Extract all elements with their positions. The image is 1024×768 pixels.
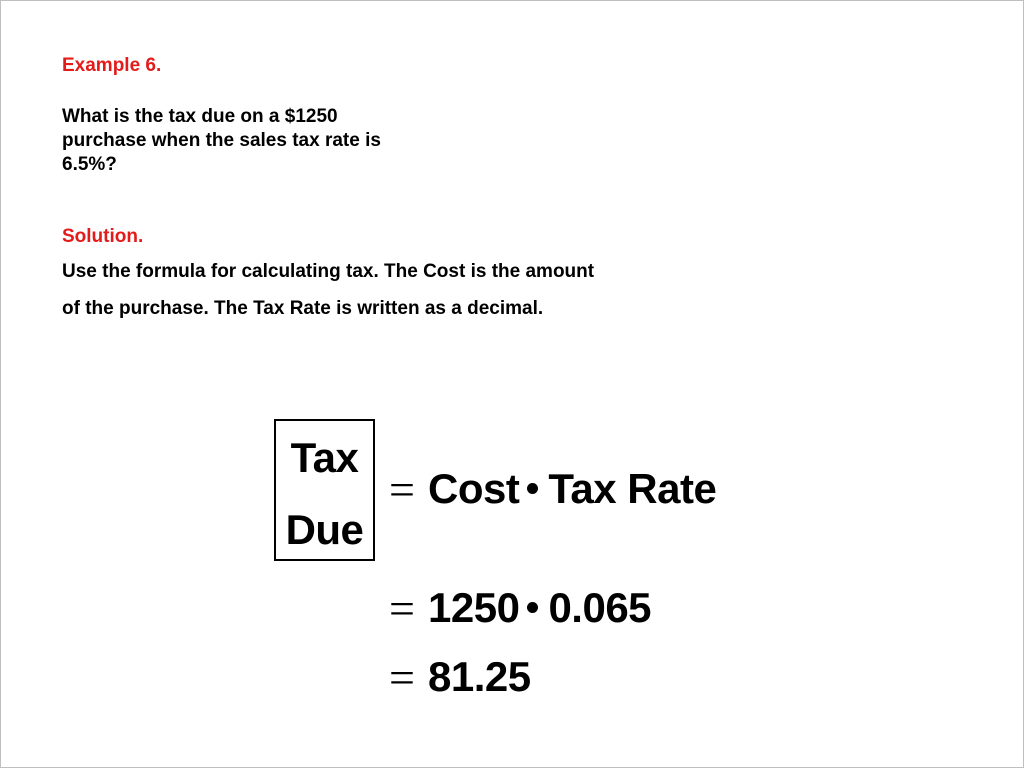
question-line-3: 6.5%?: [62, 154, 117, 175]
question-line-1: What is the tax due on a $1250: [62, 106, 338, 127]
equals-sign-2: =: [389, 583, 415, 634]
solution-title: Solution.: [62, 226, 144, 247]
tax-due-line-2: Due: [285, 506, 364, 553]
rate-value: 0.065: [548, 584, 652, 631]
tax-rate-term: Tax Rate: [548, 465, 717, 512]
cost-term: Cost: [428, 465, 520, 512]
example-title: Example 6.: [62, 55, 162, 76]
equals-sign-1: =: [389, 464, 415, 515]
tax-due-line-1: Tax: [290, 434, 359, 481]
equals-sign-3: =: [389, 652, 415, 703]
multiply-dot-icon: [527, 483, 538, 494]
question-line-2: purchase when the sales tax rate is: [62, 130, 381, 151]
cost-value: 1250: [428, 584, 520, 631]
formula-step-1: [428, 465, 716, 513]
formula-step-2: [428, 584, 651, 632]
solution-line-1: Use the formula for calculating tax. The Cost is the amount: [62, 261, 595, 282]
tax-due-result: 81.25: [428, 653, 531, 700]
solution-line-2: of the purchase. The Tax Rate is written as a decimal.: [62, 298, 544, 319]
formula-step-3: [428, 653, 531, 701]
tax-due-box: [274, 419, 375, 561]
multiply-dot-icon: [527, 602, 538, 613]
